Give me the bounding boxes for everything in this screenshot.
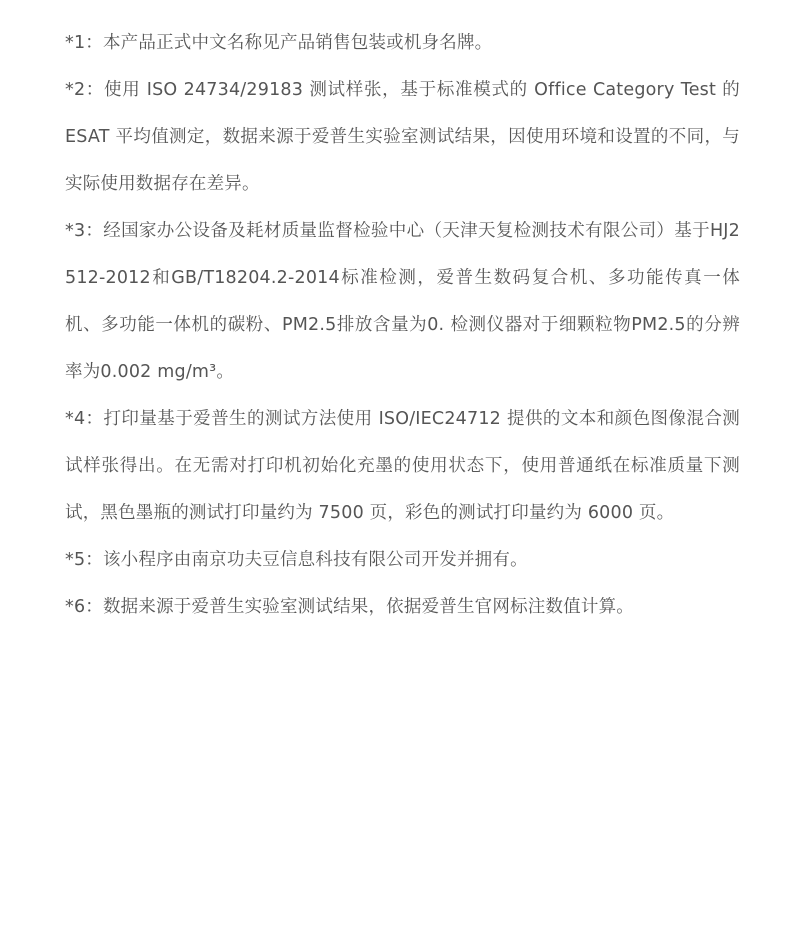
footnote-5: [65, 537, 740, 584]
footnote-marker: *2：: [65, 80, 105, 100]
footnote-4: [65, 396, 740, 537]
footnote-2: [65, 67, 740, 208]
footnote-marker: *3：: [65, 221, 104, 241]
footnote-text: 数据来源于爱普生实验室测试结果，依据爱普生官网标注数值计算。: [102, 597, 634, 617]
footnote-text: 打印量基于爱普生的测试方法使用 ISO/IEC24712 提供的文本和颜色图像混合测试样张得出。在无需对打印机初始化充墨的使用状态下，使用普通纸在标准质量下测试，黑色墨瓶的测试打印量约为 7500 页，彩色的测试打印量约为 6000 页。: [65, 409, 740, 523]
footnote-marker: *4：: [65, 409, 104, 429]
footnote-3: [65, 208, 740, 396]
footnote-text: 本产品正式中文名称见产品销售包装或机身名牌。: [102, 33, 493, 53]
footnote-text: 经国家办公设备及耗材质量监督检验中心（天津天复检测技术有限公司）基于HJ2512-2012和GB/T18204.2-2014标准检测，爱普生数码复合机、多功能传真一体机、多功能一体机的碳粉、PM2.5排放含量为0. 检测仪器对于细颗粒物PM2.5的分辨率为0.002 mg/m³。: [65, 221, 741, 382]
footnote-text: 该小程序由南京功夫豆信息科技有限公司开发并拥有。: [102, 550, 528, 570]
footnote-marker: *1：: [65, 33, 103, 53]
footnote-text: 使用 ISO 24734/29183 测试样张，基于标准模式的 Office Category Test 的 ESAT 平均值测定，数据来源于爱普生实验室测试结果，因使用环境和设置的不同，与实际使用数据存在差异。: [65, 80, 741, 194]
footnote-1: [65, 20, 740, 67]
footnote-marker: *6：: [65, 597, 103, 617]
footnote-marker: *5：: [65, 550, 103, 570]
footnote-6: [65, 584, 740, 631]
footnote-list: [65, 20, 740, 631]
